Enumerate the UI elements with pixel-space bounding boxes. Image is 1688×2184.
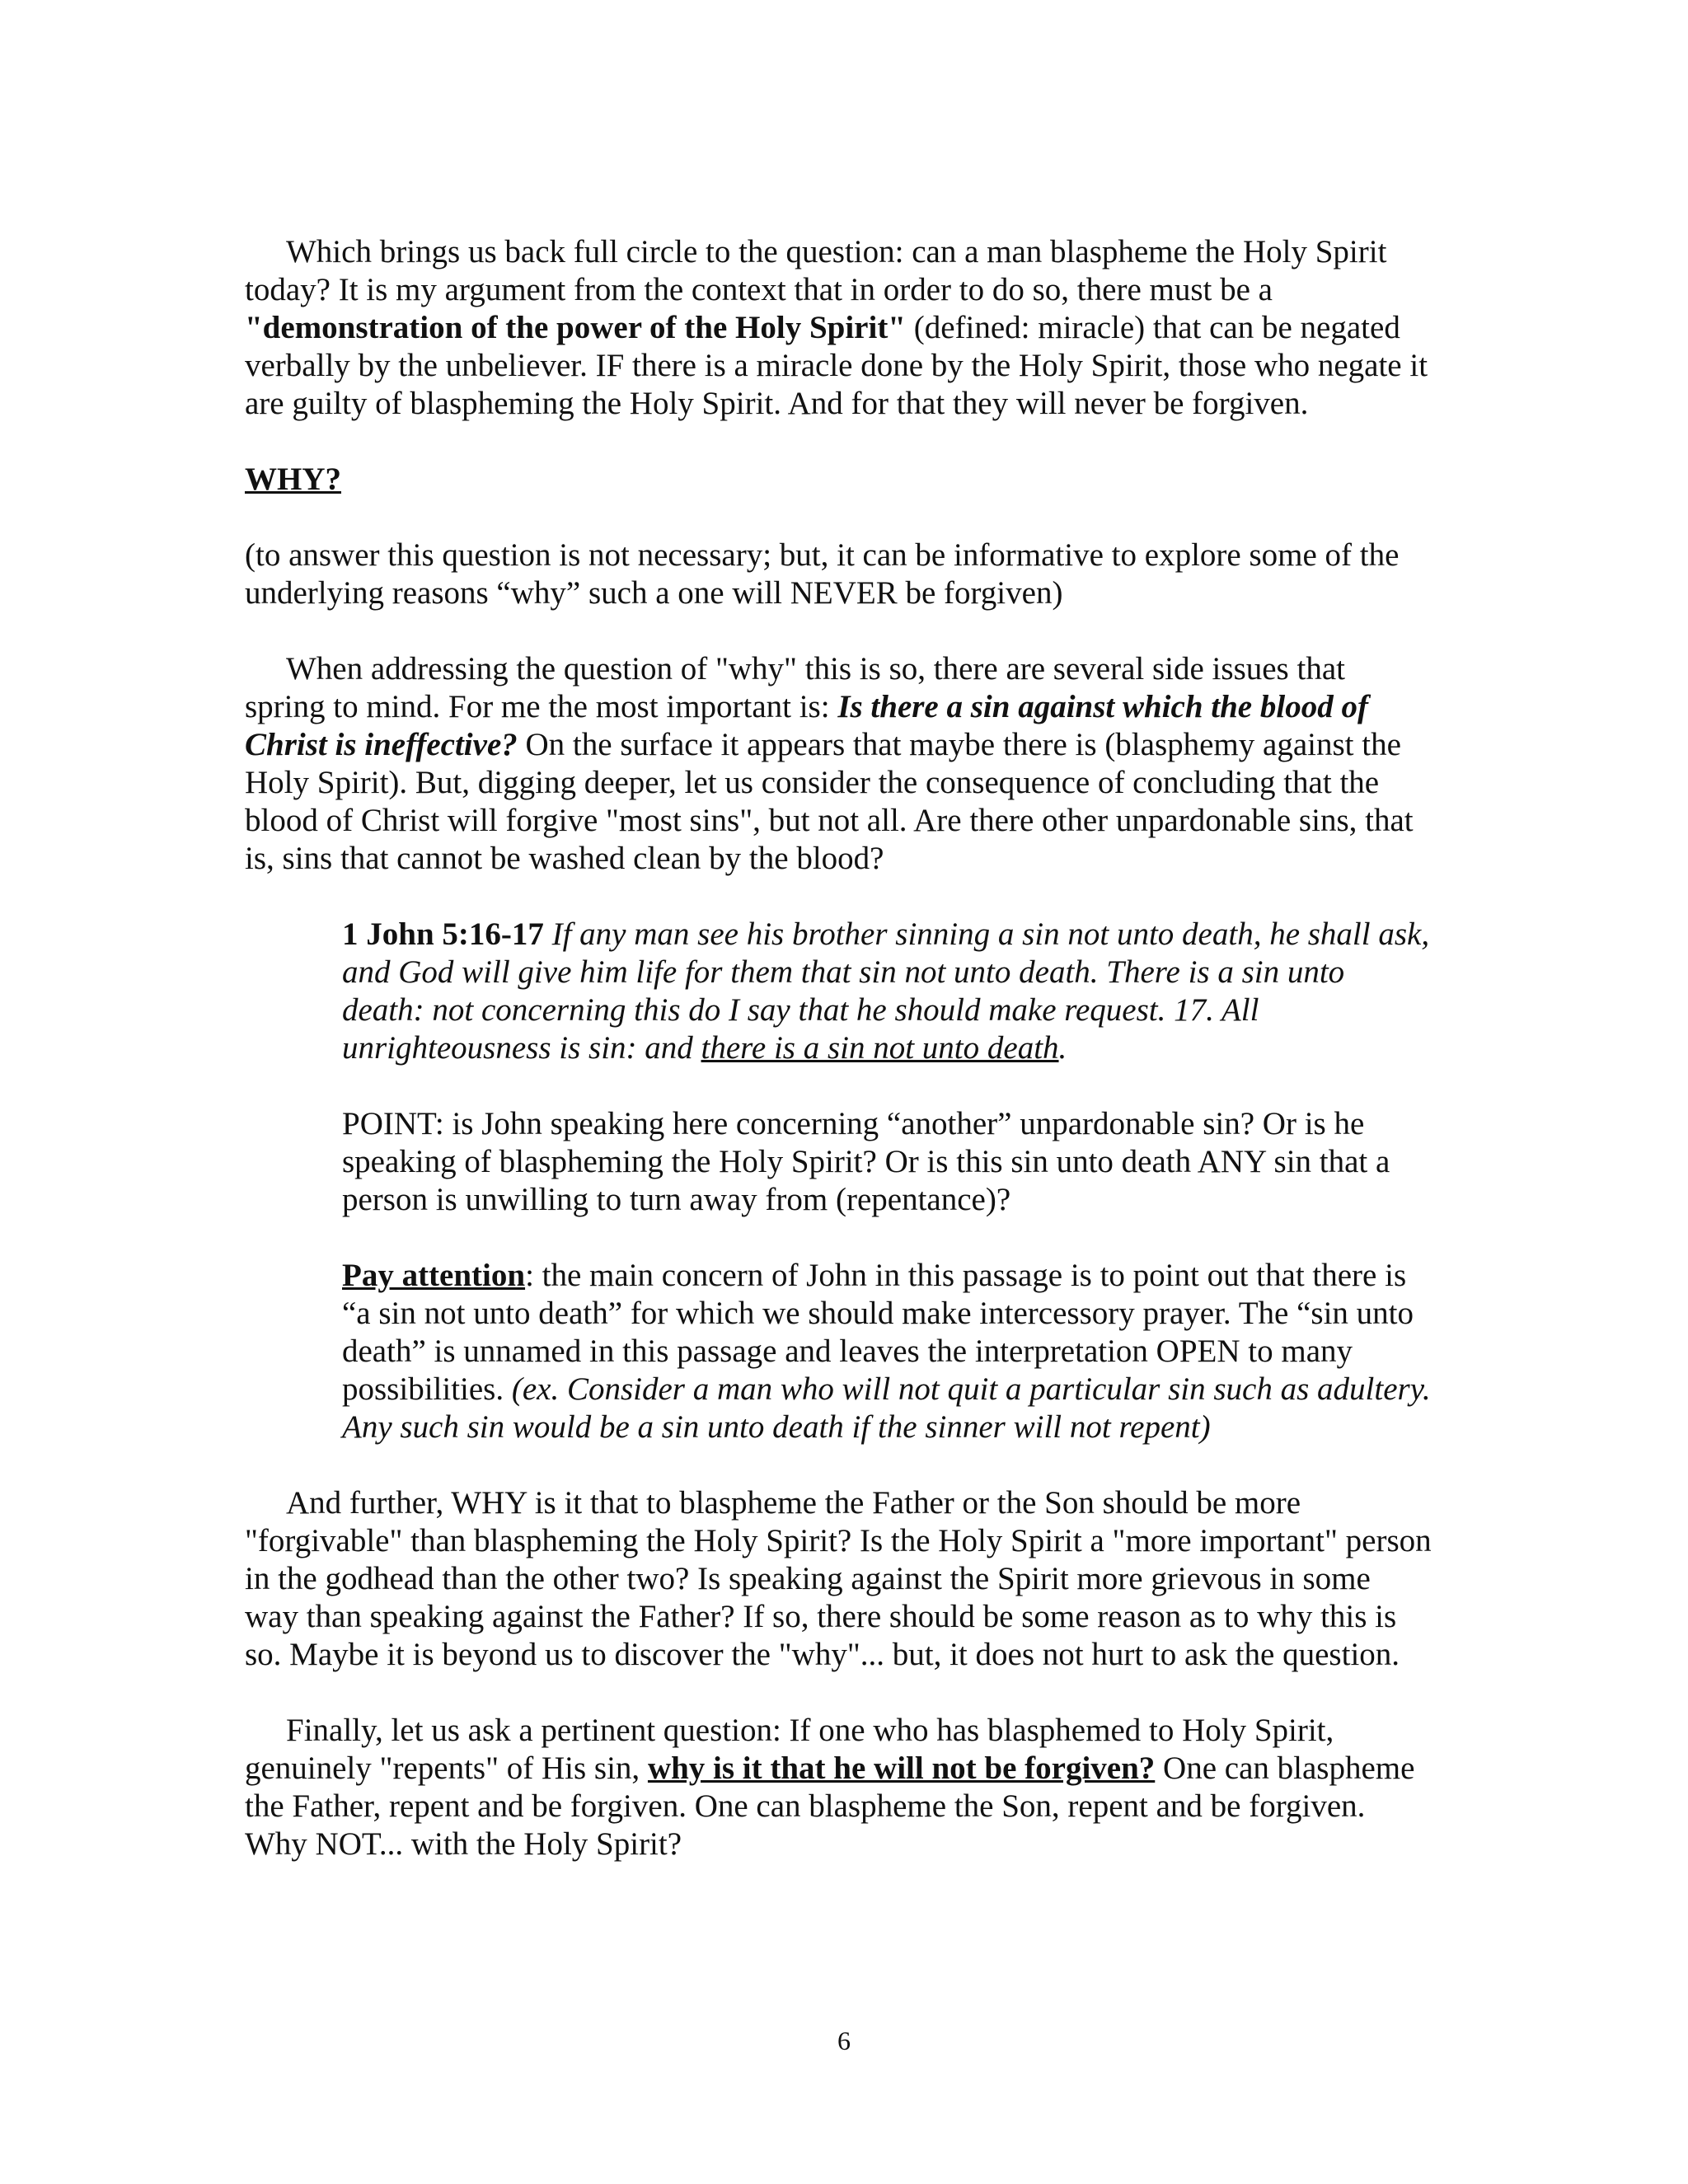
- paragraph-full-circle: [245, 233, 1432, 423]
- text: (defined: miracle) that can be negated verbally by the unbeliever. IF there is a miracle done by the Holy Spirit, those who negate it are guilty of blaspheming the Holy Spirit. And for that they will never be forgiven.: [245, 310, 1428, 421]
- scripture-text-end: .: [1058, 1030, 1067, 1066]
- scripture-text: If any man see his brother sinning a sin not unto death, he shall ask, and God will give him life for them that sin not unto death. There is a sin unto death: not concerning this do I say that he should make request. 17. All unrighteousness is sin: and: [342, 916, 1430, 1066]
- document-page: [245, 233, 1432, 1863]
- paragraph-point: POINT: is John speaking here concerning “another” unpardonable sin? Or is he speaking of blaspheming the Holy Spirit? Or is this sin unto death ANY sin that a person is unwilling to turn away from (repentance)?: [342, 1106, 1390, 1217]
- paragraph-further: And further, WHY is it that to blaspheme the Father or the Son should be more "forgivable" than blaspheming the Holy Spirit? Is the Holy Spirit a "more important" person in the godhead than the other two? Is speaking against the Spirit more grievous in some way than speaking against the Father? If so, there should be some reason as to why this is so. Maybe it is beyond us to discover the "why"... but, it does not hurt to ask the question.: [245, 1485, 1432, 1672]
- scripture-reference: 1 John 5:16-17: [342, 916, 544, 952]
- text: Which brings us back full circle to the question: can a man blaspheme the Holy Spirit today? It is my argument from the context that in order to do so, there must be a: [245, 234, 1387, 307]
- paragraph-why-question: [245, 650, 1432, 878]
- underlined-phrase: there is a sin not unto death: [701, 1030, 1059, 1066]
- paragraph-why-note: (to answer this question is not necessary; but, it can be informative to explore some of the underlying reasons “why” such a one will NEVER be forgiven): [245, 537, 1400, 611]
- scripture-quote: [342, 916, 1432, 1067]
- indented-block: [342, 916, 1432, 1446]
- paragraph-pay-attention: [342, 1257, 1432, 1446]
- section-heading-why: WHY?: [245, 462, 341, 497]
- example-text: (ex. Consider a man who will not quit a particular sin such as adultery. Any such sin would be a sin unto death if the sinner will not repent): [342, 1371, 1431, 1445]
- page-number: 6: [837, 2026, 851, 2055]
- pay-attention-label: Pay attention: [342, 1258, 526, 1293]
- text: On the surface it appears that maybe there is (blasphemy against the Holy Spirit). But, digging deeper, let us consider the consequence of concluding that the blood of Christ will forgive "most sins", but not all. Are there other unpardonable sins, that is, sins that cannot be washed clean by the blood?: [245, 727, 1414, 876]
- text: When addressing the question of "why" this is so, there are several side issues that spring to mind. For me the most important is:: [245, 651, 1345, 724]
- bold-underlined-question: why is it that he will not be forgiven?: [647, 1750, 1156, 1786]
- text: : the main concern of John in this passage is to point out that there is “a sin not unto death” for which we should make intercessory prayer. The “sin unto death” is unnamed in this passage and leaves the interpretation OPEN to many possibilities.: [342, 1258, 1414, 1407]
- text: Finally, let us ask a pertinent question: If one who has blasphemed to Holy Spirit, genuinely "repents" of His sin,: [245, 1713, 1334, 1786]
- text: One can blaspheme the Father, repent and be forgiven. One can blaspheme the Son, repent and be forgiven. Why NOT... with the Holy Spirit?: [245, 1750, 1415, 1862]
- paragraph-finally: [245, 1712, 1432, 1863]
- bold-italic-question: Is there a sin against which the blood of Christ is ineffective?: [245, 689, 1368, 762]
- bold-phrase: "demonstration of the power of the Holy Spirit": [245, 310, 906, 345]
